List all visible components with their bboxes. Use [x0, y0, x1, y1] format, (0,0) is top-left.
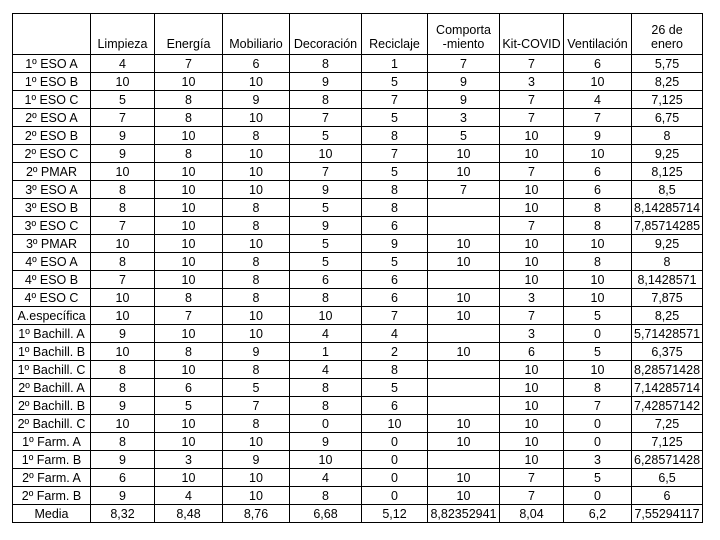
score-cell: 7 [564, 397, 632, 415]
table-row [13, 361, 703, 379]
score-cell: 6,2 [564, 505, 632, 523]
score-cell: 10 [428, 235, 500, 253]
score-cell: 6,28571428 [632, 451, 703, 469]
score-cell: 8,76 [223, 505, 290, 523]
score-cell: 8,5 [632, 181, 703, 199]
score-cell: 10 [290, 307, 362, 325]
score-cell: 7 [564, 109, 632, 127]
score-cell: 4 [290, 361, 362, 379]
score-cell: 8,28571428 [632, 361, 703, 379]
score-cell: 0 [290, 415, 362, 433]
score-cell: 8,125 [632, 163, 703, 181]
score-cell: 0 [564, 325, 632, 343]
table-row [13, 397, 703, 415]
score-cell: 3 [155, 451, 223, 469]
score-cell: 10 [223, 307, 290, 325]
score-cell: 10 [290, 145, 362, 163]
score-cell: 10 [155, 127, 223, 145]
score-cell: 8,25 [632, 307, 703, 325]
score-cell: 8 [223, 361, 290, 379]
score-cell [428, 199, 500, 217]
score-cell: 10 [564, 235, 632, 253]
score-cell: 8,1428571 [632, 271, 703, 289]
score-cell: 8 [91, 199, 155, 217]
group-cell: 4º ESO A [13, 253, 91, 271]
score-cell: 10 [223, 325, 290, 343]
score-cell: 7,125 [632, 91, 703, 109]
score-cell: 7 [290, 109, 362, 127]
score-cell: 10 [500, 145, 564, 163]
score-cell: 7,42857142 [632, 397, 703, 415]
score-cell: 8,14285714 [632, 199, 703, 217]
score-cell: 6 [362, 217, 428, 235]
score-cell: 10 [155, 163, 223, 181]
score-cell: 6 [564, 163, 632, 181]
score-cell: 10 [91, 289, 155, 307]
score-cell: 6 [500, 343, 564, 361]
score-cell: 8 [155, 289, 223, 307]
score-cell: 8 [155, 109, 223, 127]
table-row [13, 451, 703, 469]
score-cell: 5 [223, 379, 290, 397]
score-cell: 7 [428, 55, 500, 73]
score-cell [428, 325, 500, 343]
score-cell: 10 [428, 469, 500, 487]
score-cell: 10 [564, 361, 632, 379]
score-cell: 8 [290, 55, 362, 73]
group-cell: 1º Bachill. C [13, 361, 91, 379]
score-cell: 8 [223, 127, 290, 145]
score-cell: 6 [632, 487, 703, 505]
score-cell: 9 [290, 181, 362, 199]
score-cell: 10 [428, 343, 500, 361]
score-cell: 10 [91, 73, 155, 91]
score-cell: 8 [91, 253, 155, 271]
score-cell: 5 [362, 379, 428, 397]
header-cell: Reciclaje [362, 14, 428, 55]
score-cell: 8 [290, 289, 362, 307]
score-cell: 10 [155, 181, 223, 199]
score-cell: 8 [362, 361, 428, 379]
header-cell: Kit-COVID [500, 14, 564, 55]
score-cell: 10 [564, 73, 632, 91]
score-cell: 10 [428, 433, 500, 451]
score-cell: 10 [155, 433, 223, 451]
score-cell: 8 [632, 127, 703, 145]
score-cell: 10 [155, 235, 223, 253]
score-cell: 10 [223, 109, 290, 127]
score-cell: 5 [428, 127, 500, 145]
group-cell: 3º ESO A [13, 181, 91, 199]
score-cell: 5 [155, 397, 223, 415]
score-cell: 9 [223, 91, 290, 109]
score-cell: 9 [290, 73, 362, 91]
score-cell: 9 [223, 451, 290, 469]
table-row [13, 289, 703, 307]
score-cell: 7 [500, 469, 564, 487]
score-cell: 10 [500, 451, 564, 469]
score-cell: 10 [155, 217, 223, 235]
table-row [13, 325, 703, 343]
score-cell: 8 [564, 217, 632, 235]
score-cell: 9 [91, 451, 155, 469]
score-cell: 8 [223, 289, 290, 307]
group-cell: 1º Farm. A [13, 433, 91, 451]
header-cell: Energía [155, 14, 223, 55]
score-cell: 10 [500, 235, 564, 253]
score-cell: 8,48 [155, 505, 223, 523]
score-cell: 10 [500, 181, 564, 199]
score-cell: 10 [155, 73, 223, 91]
score-cell: 9 [564, 127, 632, 145]
header-cell-group [13, 14, 91, 55]
score-cell: 6,68 [290, 505, 362, 523]
score-cell: 10 [155, 469, 223, 487]
score-cell: 3 [500, 73, 564, 91]
score-cell: 9 [428, 73, 500, 91]
score-cell: 5,75 [632, 55, 703, 73]
score-cell: 10 [428, 307, 500, 325]
table-row [13, 271, 703, 289]
header-cell: Limpieza [91, 14, 155, 55]
group-cell: A.específica [13, 307, 91, 325]
group-cell: 1º Farm. B [13, 451, 91, 469]
score-cell: 7 [500, 487, 564, 505]
score-cell: 9,25 [632, 235, 703, 253]
table-row [13, 415, 703, 433]
score-cell [428, 379, 500, 397]
score-cell: 10 [223, 181, 290, 199]
score-cell: 7 [91, 271, 155, 289]
group-cell: 3º ESO B [13, 199, 91, 217]
score-cell: 9,25 [632, 145, 703, 163]
score-cell: 9 [91, 325, 155, 343]
score-cell: 4 [362, 325, 428, 343]
score-cell: 7 [91, 217, 155, 235]
score-cell: 9 [362, 235, 428, 253]
score-cell: 10 [91, 307, 155, 325]
score-cell: 4 [564, 91, 632, 109]
score-cell: 5 [362, 109, 428, 127]
scores-table [12, 13, 703, 523]
score-cell: 10 [428, 289, 500, 307]
score-cell: 6,75 [632, 109, 703, 127]
score-cell: 9 [91, 487, 155, 505]
score-cell: 0 [362, 433, 428, 451]
score-cell: 8 [91, 433, 155, 451]
score-cell: 7 [155, 55, 223, 73]
table-row [13, 181, 703, 199]
header-cell: Decoración [290, 14, 362, 55]
score-cell: 3 [500, 325, 564, 343]
score-cell: 7,85714285 [632, 217, 703, 235]
score-cell: 6 [564, 55, 632, 73]
score-cell: 7 [362, 91, 428, 109]
score-cell: 9 [290, 217, 362, 235]
score-cell: 7 [362, 145, 428, 163]
score-cell: 5 [290, 235, 362, 253]
score-cell: 7,125 [632, 433, 703, 451]
score-cell: 10 [91, 163, 155, 181]
score-cell: 5 [290, 253, 362, 271]
score-cell: 1 [290, 343, 362, 361]
score-cell: 8 [632, 253, 703, 271]
score-cell: 10 [223, 469, 290, 487]
table-row [13, 163, 703, 181]
score-cell: 7 [290, 163, 362, 181]
score-cell: 10 [500, 199, 564, 217]
score-cell: 5 [362, 253, 428, 271]
score-cell: 3 [428, 109, 500, 127]
score-cell: 3 [500, 289, 564, 307]
group-cell: 4º ESO C [13, 289, 91, 307]
group-cell: 1º ESO B [13, 73, 91, 91]
score-cell: 4 [290, 469, 362, 487]
score-cell: 8 [155, 91, 223, 109]
score-cell: 0 [362, 487, 428, 505]
table-row [13, 433, 703, 451]
score-cell: 10 [500, 127, 564, 145]
table-row [13, 235, 703, 253]
table-row [13, 343, 703, 361]
score-cell: 6 [564, 181, 632, 199]
table-row [13, 73, 703, 91]
score-cell: 7 [155, 307, 223, 325]
score-cell: 7 [223, 397, 290, 415]
score-cell: 10 [155, 199, 223, 217]
score-cell: 10 [500, 379, 564, 397]
score-cell: 10 [223, 163, 290, 181]
score-cell: 7 [362, 307, 428, 325]
score-cell: 7 [500, 307, 564, 325]
score-cell: 4 [91, 55, 155, 73]
score-cell: 8 [155, 145, 223, 163]
score-cell: 10 [155, 253, 223, 271]
score-cell: 7 [500, 55, 564, 73]
score-cell: 8 [362, 199, 428, 217]
header-cell: Ventilación [564, 14, 632, 55]
table-body [13, 55, 703, 523]
score-cell: 10 [223, 433, 290, 451]
table-row [13, 379, 703, 397]
score-cell: 6,5 [632, 469, 703, 487]
score-cell: 8 [155, 343, 223, 361]
score-cell: 10 [428, 145, 500, 163]
header-row [13, 14, 703, 55]
score-cell: 10 [428, 163, 500, 181]
group-cell: Media [13, 505, 91, 523]
group-cell: 2º Bachill. A [13, 379, 91, 397]
score-cell: 8 [91, 361, 155, 379]
score-cell [428, 361, 500, 379]
score-cell: 5,71428571 [632, 325, 703, 343]
score-cell: 0 [362, 469, 428, 487]
score-cell: 10 [223, 487, 290, 505]
group-cell: 1º ESO C [13, 91, 91, 109]
score-cell: 4 [290, 325, 362, 343]
score-cell: 10 [500, 397, 564, 415]
score-cell: 8 [223, 253, 290, 271]
score-cell: 10 [362, 415, 428, 433]
score-cell: 10 [91, 343, 155, 361]
score-cell: 10 [428, 487, 500, 505]
group-cell: 2º Bachill. B [13, 397, 91, 415]
score-cell: 9 [428, 91, 500, 109]
table-row [13, 127, 703, 145]
table-row [13, 217, 703, 235]
score-cell: 8,82352941 [428, 505, 500, 523]
score-cell: 8 [290, 379, 362, 397]
group-cell: 3º ESO C [13, 217, 91, 235]
group-cell: 2º ESO B [13, 127, 91, 145]
score-cell: 10 [500, 253, 564, 271]
table-row [13, 91, 703, 109]
score-cell [428, 217, 500, 235]
score-cell: 8 [564, 253, 632, 271]
score-cell: 10 [91, 415, 155, 433]
score-cell: 5 [564, 307, 632, 325]
score-cell: 7,25 [632, 415, 703, 433]
score-cell: 8 [564, 199, 632, 217]
score-cell: 2 [362, 343, 428, 361]
group-cell: 2º Bachill. C [13, 415, 91, 433]
score-cell: 7 [500, 91, 564, 109]
score-cell: 10 [500, 361, 564, 379]
score-cell: 6 [362, 397, 428, 415]
table-row [13, 109, 703, 127]
score-cell: 9 [290, 433, 362, 451]
score-cell: 8 [290, 91, 362, 109]
score-cell [428, 397, 500, 415]
score-cell: 6 [223, 55, 290, 73]
score-cell: 8,25 [632, 73, 703, 91]
score-cell: 9 [223, 343, 290, 361]
score-cell: 10 [564, 289, 632, 307]
score-cell: 10 [223, 73, 290, 91]
score-cell: 7 [91, 109, 155, 127]
header-cell: 26 de enero [632, 14, 703, 55]
group-cell: 1º Bachill. A [13, 325, 91, 343]
header-cell: Comporta -miento [428, 14, 500, 55]
group-cell: 2º ESO A [13, 109, 91, 127]
score-cell: 8 [290, 397, 362, 415]
group-cell: 2º ESO C [13, 145, 91, 163]
score-cell: 7 [500, 217, 564, 235]
score-cell: 1 [362, 55, 428, 73]
score-cell: 8,32 [91, 505, 155, 523]
group-cell: 4º ESO B [13, 271, 91, 289]
score-cell: 7 [428, 181, 500, 199]
score-cell [428, 271, 500, 289]
score-cell: 5 [564, 469, 632, 487]
score-cell: 10 [155, 325, 223, 343]
score-cell: 10 [564, 145, 632, 163]
score-cell: 10 [500, 271, 564, 289]
score-cell: 0 [564, 433, 632, 451]
score-cell: 7 [500, 109, 564, 127]
score-cell: 8 [290, 487, 362, 505]
group-cell: 2º Farm. A [13, 469, 91, 487]
group-cell: 1º Bachill. B [13, 343, 91, 361]
table-row [13, 199, 703, 217]
score-cell: 10 [290, 451, 362, 469]
table-row [13, 469, 703, 487]
average-row [13, 505, 703, 523]
score-cell: 5 [290, 199, 362, 217]
score-cell: 9 [91, 145, 155, 163]
score-cell: 10 [223, 145, 290, 163]
table-row [13, 487, 703, 505]
score-cell: 10 [428, 415, 500, 433]
score-cell: 5,12 [362, 505, 428, 523]
score-cell: 10 [223, 235, 290, 253]
score-cell: 6 [91, 469, 155, 487]
score-cell: 10 [155, 271, 223, 289]
score-cell: 8 [91, 379, 155, 397]
score-cell: 7,875 [632, 289, 703, 307]
score-cell: 7,55294117 [632, 505, 703, 523]
group-cell: 1º ESO A [13, 55, 91, 73]
header-cell: Mobiliario [223, 14, 290, 55]
score-cell: 6 [362, 289, 428, 307]
group-cell: 3º PMAR [13, 235, 91, 253]
score-cell: 8 [362, 127, 428, 145]
table-row [13, 253, 703, 271]
score-cell: 10 [155, 361, 223, 379]
score-cell: 7 [500, 163, 564, 181]
score-cell: 8 [223, 271, 290, 289]
score-cell: 6 [155, 379, 223, 397]
score-cell: 3 [564, 451, 632, 469]
score-cell: 8 [564, 379, 632, 397]
score-cell: 10 [500, 433, 564, 451]
score-cell: 4 [155, 487, 223, 505]
score-cell: 0 [564, 415, 632, 433]
score-cell: 6 [290, 271, 362, 289]
score-cell: 10 [155, 415, 223, 433]
score-cell: 7,14285714 [632, 379, 703, 397]
score-cell: 6,375 [632, 343, 703, 361]
group-cell: 2º PMAR [13, 163, 91, 181]
score-cell: 0 [362, 451, 428, 469]
group-cell: 2º Farm. B [13, 487, 91, 505]
score-cell: 8 [223, 199, 290, 217]
score-cell: 5 [564, 343, 632, 361]
table-row [13, 55, 703, 73]
score-cell: 10 [564, 271, 632, 289]
score-cell: 10 [91, 235, 155, 253]
score-cell: 8 [223, 415, 290, 433]
score-cell: 8 [223, 217, 290, 235]
score-cell: 8,04 [500, 505, 564, 523]
table-row [13, 145, 703, 163]
score-cell [428, 451, 500, 469]
score-cell: 8 [91, 181, 155, 199]
score-cell: 0 [564, 487, 632, 505]
score-cell: 8 [362, 181, 428, 199]
score-cell: 5 [91, 91, 155, 109]
score-cell: 5 [362, 163, 428, 181]
table-row [13, 307, 703, 325]
score-cell: 10 [500, 415, 564, 433]
score-cell: 6 [362, 271, 428, 289]
score-cell: 10 [428, 253, 500, 271]
score-cell: 9 [91, 127, 155, 145]
score-cell: 9 [91, 397, 155, 415]
score-cell: 5 [362, 73, 428, 91]
score-cell: 5 [290, 127, 362, 145]
